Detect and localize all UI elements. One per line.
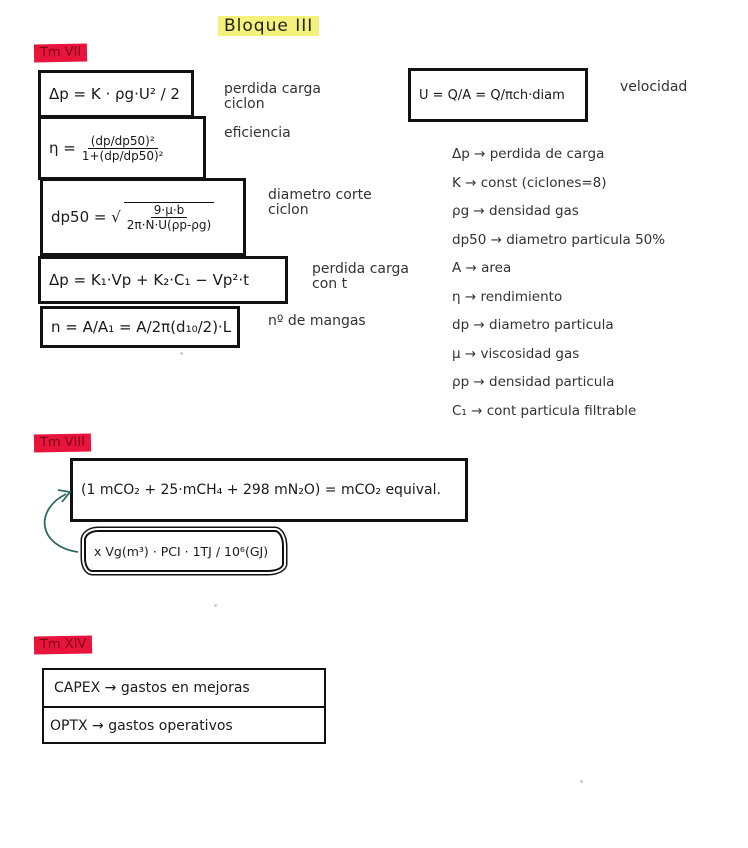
section-tag-7: Tm VII bbox=[34, 44, 88, 63]
formula-cyclone-pressure-drop bbox=[38, 70, 194, 118]
row-text: CAPEX → gastos en mejoras bbox=[54, 680, 250, 696]
capex-table bbox=[42, 668, 326, 744]
note-cut-diameter: diametro corte ciclon bbox=[268, 187, 372, 218]
fraction bbox=[79, 134, 167, 163]
row-text: OPTX → gastos operativos bbox=[50, 717, 233, 734]
fraction bbox=[124, 202, 214, 232]
legend-item: K → const (ciclones=8) bbox=[452, 174, 607, 191]
paper-speck bbox=[180, 352, 183, 355]
formula-lhs: dp50 = √ bbox=[51, 208, 121, 226]
formula-text: U = Q/A = Q/πch·diam bbox=[419, 87, 565, 103]
legend-item: ρp → densidad particula bbox=[452, 374, 615, 390]
legend-item: μ → viscosidad gas bbox=[452, 345, 580, 362]
page-title: Bloque III bbox=[218, 16, 319, 36]
legend-item: dp → diametro particula bbox=[452, 317, 614, 333]
formula-cut-diameter bbox=[40, 178, 246, 256]
opex-row bbox=[44, 708, 324, 743]
legend-item: C₁ → cont particula filtrable bbox=[452, 402, 637, 419]
denominator: 1+(dp/dp50)² bbox=[81, 148, 164, 163]
variable-legend bbox=[452, 140, 665, 425]
denominator: 2π·N·U(ρp-ρg) bbox=[126, 218, 212, 232]
legend-item: Δp → perdida de carga bbox=[452, 146, 605, 162]
section-tag-14: Tm XIV bbox=[34, 635, 93, 654]
legend-item: dp50 → diametro particula 50% bbox=[452, 231, 666, 248]
capex-row bbox=[44, 670, 324, 708]
curved-arrow-icon bbox=[28, 480, 88, 560]
note-number-of-bags: nº de mangas bbox=[268, 313, 366, 329]
formula-velocity bbox=[408, 68, 588, 122]
formula-text: n = A/A₁ = A/2π(d₁₀/2)·L bbox=[51, 318, 232, 336]
legend-item: ρg → densidad gas bbox=[452, 203, 579, 219]
note-efficiency: eficiencia bbox=[224, 125, 291, 141]
note-cyclone-pressure-drop: perdida carga ciclon bbox=[224, 81, 321, 112]
note-pressure-drop-time: perdida carga con t bbox=[312, 261, 409, 292]
numerator: (dp/dp50)² bbox=[88, 134, 158, 149]
paper-speck bbox=[580, 780, 583, 783]
formula-lhs: η = bbox=[49, 139, 76, 157]
formula-pressure-drop-time bbox=[38, 256, 288, 304]
formula-text: x Vg(m³) · PCI · 1TJ / 10⁶(GJ) bbox=[94, 543, 269, 559]
formula-text: (1 mCO₂ + 25·mCH₄ + 298 mN₂O) = mCO₂ equival. bbox=[81, 482, 441, 498]
section-tag-8: Tm VIII bbox=[34, 434, 91, 453]
numerator: 9·μ·b bbox=[151, 203, 188, 218]
legend-item: η → rendimiento bbox=[452, 288, 563, 305]
legend-item: A → area bbox=[452, 260, 512, 276]
formula-text: Δp = K · ρg·U² / 2 bbox=[49, 85, 180, 103]
note-velocity: velocidad bbox=[620, 79, 688, 95]
formula-co2-equivalent bbox=[70, 458, 468, 522]
formula-energy-cloud bbox=[84, 530, 284, 572]
formula-efficiency bbox=[38, 116, 206, 180]
formula-text: Δp = K₁·Vp + K₂·C₁ − Vp²·t bbox=[49, 271, 250, 289]
formula-number-of-bags bbox=[40, 306, 240, 348]
paper-speck bbox=[214, 604, 217, 607]
